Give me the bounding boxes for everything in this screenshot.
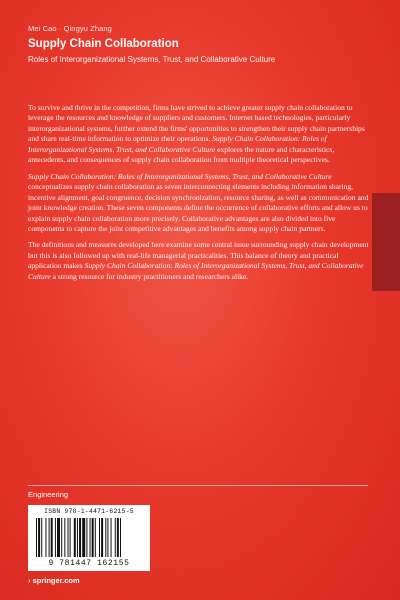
p2-text-b: conceptualizes supply chain collaboration as seven interconnecting elements including information sharing, incentive alignment, goal congruence, decision synchronization, resource sharing, as well as communication and joint knowledge creation. These seven components define the occurrence of collaborative efforts and allow us to explain supply chain collaboration more precisely. Collaborative advantages are also divided into five components to capture the joint competitive advantages and benefits among supply chain partners. (28, 182, 369, 233)
authors: Mei Cao · Qingyu Zhang (28, 24, 112, 33)
paragraph-1 (28, 103, 372, 166)
barcode (28, 505, 150, 571)
paragraph-3 (28, 240, 372, 282)
p2-book-title: Supply Chain Collaboration: Roles of Interorganizational Systems, Trust, and Collaborative Culture (28, 171, 332, 181)
p3-text-a: The definitions and measures developed here examine some central issue surrounding supply chain development but this is also followed up with real-life managerial practicalities. This balance of theory and practical application makes (28, 240, 369, 271)
p1-book-title: Supply Chain Collaboration: Roles of Interorganizational Systems, Trust, and Collaborative Culture (28, 134, 327, 154)
p3-book-title: Supply Chain Collaboration: Roles of Interorganizational Systems, Trust, and Collaborative Culture (28, 261, 364, 281)
paragraph-2 (28, 172, 372, 235)
p3-text-b: a strong resource for industry practitioners and researchers alike. (50, 271, 249, 281)
barcode-number: 9 781447 162155 (48, 559, 130, 568)
publisher-website: › springer.com (28, 576, 80, 585)
book-title: Supply Chain Collaboration (28, 38, 179, 50)
isbn-label: ISBN 978-1-4471-6215-5 (44, 508, 134, 515)
book-subtitle: Roles of Interorganizational Systems, Trust, and Collaborative Culture (28, 55, 276, 64)
barcode-bars (36, 518, 142, 557)
category-label: Engineering (28, 490, 69, 499)
footer-divider (28, 485, 368, 486)
p1-text-a: To survive and thrive in the competition, firms have strived to achieve greater supply chain collaboration to leverage the resources and knowledge of suppliers and customers. Internet based technologies, particularly interorganizational systems, further extend the firms' opportunities to strengthen their supply chain partnerships and share real-time information to optimize their operations. (28, 103, 365, 144)
p1-text-b: explores the nature and characteristics, antecedents, and consequences of supply chain collaboration from multiple theoretical perspectives. (28, 144, 335, 165)
side-tab (372, 193, 400, 291)
blurb (28, 103, 372, 288)
header (28, 24, 368, 64)
